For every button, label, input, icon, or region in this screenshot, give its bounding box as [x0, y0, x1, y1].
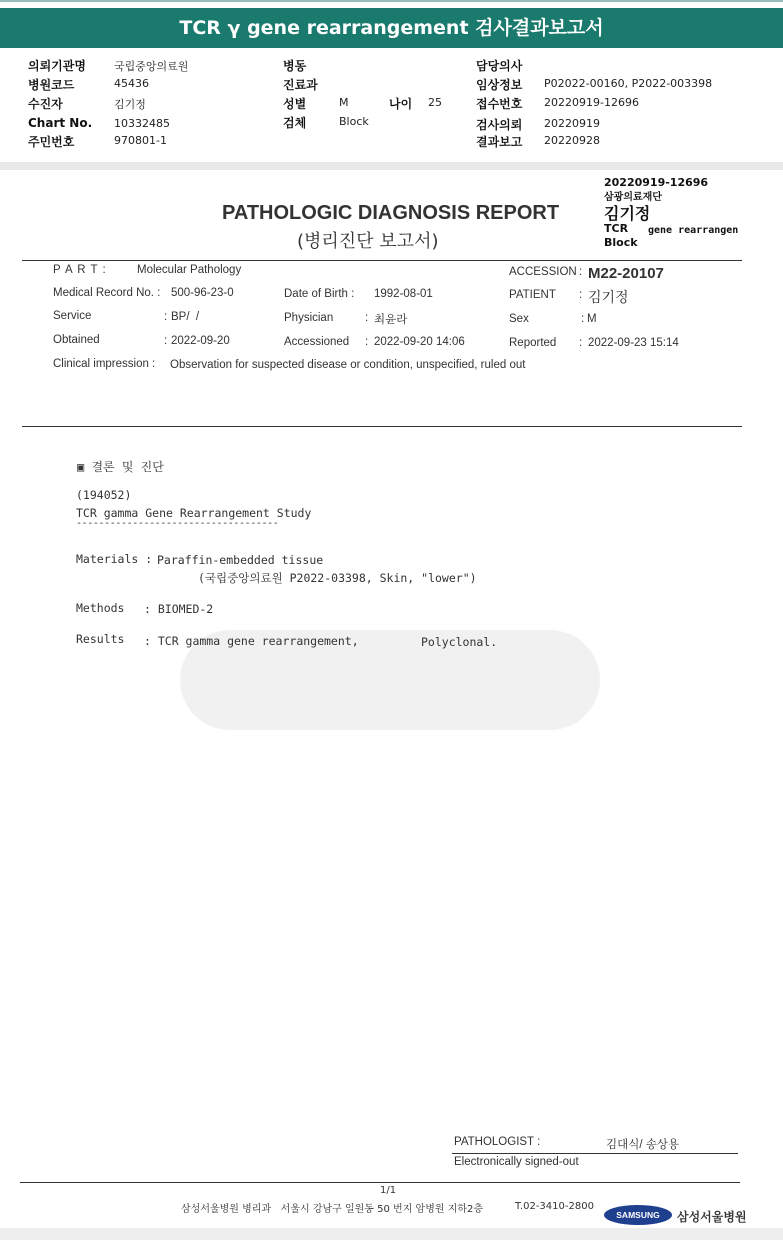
colon: :: [579, 337, 583, 349]
accessioned-value: 2022-09-20 14:06: [374, 336, 465, 348]
header-label: 수진자: [28, 97, 63, 111]
results-conclusion: Polyclonal.: [421, 635, 498, 649]
samsung-logo-text: SAMSUNG: [616, 1210, 660, 1220]
header-label: 병원코드: [28, 78, 75, 92]
part-label: P A R T :: [53, 264, 107, 276]
stamp-number: 20220919-12696: [604, 176, 709, 189]
header-label: 접수번호: [476, 97, 523, 111]
accession-label: ACCESSION: [509, 266, 577, 278]
header-label: Chart No.: [28, 116, 93, 130]
header-label: 검사의뢰: [476, 118, 523, 132]
header-value: 20220919-12696: [544, 96, 639, 109]
methods-value: : BIOMED-2: [144, 602, 214, 616]
header-value: 국립중앙의료원: [114, 60, 189, 73]
header-value: Block: [339, 115, 369, 128]
obtained-value: 2022-09-20: [171, 335, 230, 347]
test-code: (194052): [76, 488, 132, 502]
obtained-label: Obtained: [53, 334, 100, 346]
header-value: 20220928: [544, 134, 600, 147]
materials-label: Materials :: [76, 552, 153, 566]
stamp-test-detail: gene rearrangen: [648, 225, 739, 236]
footer-band: [0, 1228, 783, 1240]
header-label: 결과보고: [476, 135, 523, 149]
watermark-logo: [180, 610, 600, 750]
colon: :: [581, 313, 585, 325]
dob-value: 1992-08-01: [374, 288, 433, 300]
hospital-name: 삼성서울병원: [677, 1210, 747, 1224]
colon: :: [164, 311, 168, 323]
header-separator: [0, 162, 783, 170]
header-value: 김기정: [114, 98, 146, 111]
header-label: 병동: [283, 59, 307, 73]
materials-detail: (국립중앙의료원 P2022-03398, Skin, "lower"): [198, 571, 477, 585]
colon: :: [365, 312, 369, 324]
service-label: Service: [53, 310, 92, 322]
header-label: 주민번호: [28, 135, 75, 149]
stamp-test: TCR: [604, 222, 629, 235]
colon: :: [365, 336, 369, 348]
sex-label: Sex: [509, 313, 529, 325]
header-label: 검체: [283, 116, 307, 130]
header-label: 임상정보: [476, 78, 523, 92]
reported-value: 2022-09-23 15:14: [588, 337, 679, 349]
page-number: 1/1: [380, 1185, 397, 1196]
header-value: P02022-00160, P2022-003398: [544, 77, 713, 90]
header-label: 성별: [283, 97, 307, 111]
section-title: ▣ 결론 및 진단: [77, 460, 164, 474]
header-value: 970801-1: [114, 134, 167, 147]
divider: [452, 1153, 738, 1154]
stamp-org: 삼광의료재단: [604, 192, 662, 203]
pathologist-label: PATHOLOGIST :: [454, 1136, 541, 1148]
header-label: 나이: [389, 97, 413, 111]
results-label: Results: [76, 632, 125, 646]
page-title: TCR γ gene rearrangement 검사결과보고서: [0, 8, 783, 48]
sex-value: M: [587, 313, 597, 325]
header-value: 20220919: [544, 117, 600, 130]
study-name: TCR gamma Gene Rearrangement Study: [76, 506, 312, 520]
stamp-specimen: Block: [604, 236, 638, 249]
divider: [22, 426, 742, 427]
accession-value: M22-20107: [588, 265, 664, 282]
header-value: 10332485: [114, 117, 170, 130]
header-label: 진료과: [283, 78, 318, 92]
patient-label: PATIENT: [509, 289, 556, 301]
divider: [20, 1182, 740, 1183]
header-label: 담당의사: [476, 59, 523, 73]
results-value: : TCR gamma gene rearrangement,: [144, 634, 359, 648]
physician-value: 최윤라: [374, 314, 408, 326]
mrn-value: 500-96-23-0: [171, 287, 234, 299]
report-title: PATHOLOGIC DIAGNOSIS REPORT: [222, 202, 560, 224]
signed-status: Electronically signed-out: [454, 1156, 579, 1168]
header-value: 25: [428, 96, 442, 109]
top-border: [0, 0, 783, 2]
colon: :: [164, 335, 168, 347]
methods-label: Methods: [76, 601, 125, 615]
header-label: 의뢰기관명: [28, 59, 86, 73]
patient-value: 김기정: [588, 290, 629, 306]
header-value: M: [339, 96, 349, 109]
samsung-logo: [604, 1205, 672, 1225]
accessioned-label: Accessioned: [284, 336, 350, 348]
part-value: Molecular Pathology: [137, 264, 242, 276]
divider: [22, 260, 742, 261]
header-value: 45436: [114, 77, 149, 90]
service-value: BP/ /: [171, 311, 200, 323]
physician-label: Physician: [284, 312, 334, 324]
study-underline: ------------------------------------: [76, 518, 279, 529]
report-subtitle: (병리진단 보고서): [297, 231, 439, 252]
clinical-value: Observation for suspected disease or condition, unspecified, ruled out: [170, 359, 526, 371]
footer-tel: T.02-3410-2800: [515, 1201, 594, 1212]
reported-label: Reported: [509, 337, 557, 349]
stamp-name: 김기정: [604, 204, 651, 223]
colon: :: [579, 266, 583, 278]
clinical-label: Clinical impression :: [53, 358, 156, 370]
materials-value: Paraffin-embedded tissue: [157, 553, 324, 567]
mrn-label: Medical Record No. :: [53, 287, 161, 299]
footer-address: 삼성서울병원 병리과 서울시 강남구 일원동 50 번지 암병원 지하2층: [181, 1204, 484, 1215]
pathologist-value: 김대식/ 송상용: [606, 1139, 680, 1151]
dob-label: Date of Birth :: [284, 288, 355, 300]
colon: :: [579, 289, 583, 301]
